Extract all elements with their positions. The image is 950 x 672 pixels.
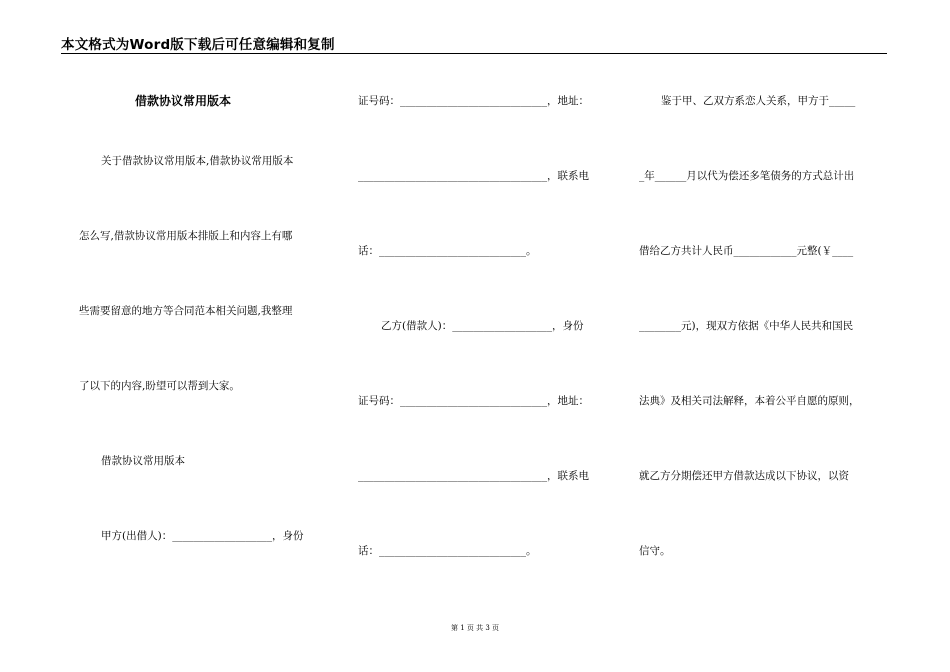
borrower-phone-line: 话：____________________________。 [358,545,537,557]
paragraph-line: 鉴于甲、乙双方系恋人关系，甲方于_____ [661,95,856,107]
lender-contact-line: ____________________________________，联系电 [358,170,589,182]
paragraph-line: 就乙方分期偿还甲方借款达成以下协议，以资 [639,470,849,482]
paragraph-line: 关于借款协议常用版本,借款协议常用版本 [101,155,294,167]
borrower-contact-line: ____________________________________，联系电 [358,470,589,482]
page-number: 第 1 页 共 3 页 [450,624,500,632]
paragraph-line: 些需要留意的地方等合同范本相关问题,我整理 [79,305,293,317]
lender-field-line: 甲方(出借人)：___________________，身份 [101,530,304,542]
borrower-id-address-line: 证号码：____________________________，地址： [358,395,589,407]
document-header-title: 本文格式为Word版下载后可任意编辑和复制 [61,37,335,53]
borrower-field-line: 乙方(借款人)：___________________，身份 [381,320,584,332]
paragraph-line: 怎么写,借款协议常用版本排版上和内容上有哪 [79,230,293,242]
lender-phone-line: 话：____________________________。 [358,245,537,257]
paragraph-line: 借给乙方共计人民币____________元整(￥____ [639,245,854,257]
paragraph-line: 信守。 [639,545,671,557]
section-heading: 借款协议常用版本 [101,455,185,467]
paragraph-line: _年______月以代为偿还多笔债务的方式总计出 [639,170,855,182]
paragraph-line: 法典》及相关司法解释，本着公平自愿的原则， [639,395,860,407]
agreement-title: 借款协议常用版本 [135,94,232,108]
paragraph-line: ________元)，现双方依据《中华人民共和国民 [639,320,854,332]
paragraph-line: 了以下的内容,盼望可以帮到大家。 [79,380,240,392]
lender-id-address-line: 证号码：____________________________，地址： [358,95,589,107]
